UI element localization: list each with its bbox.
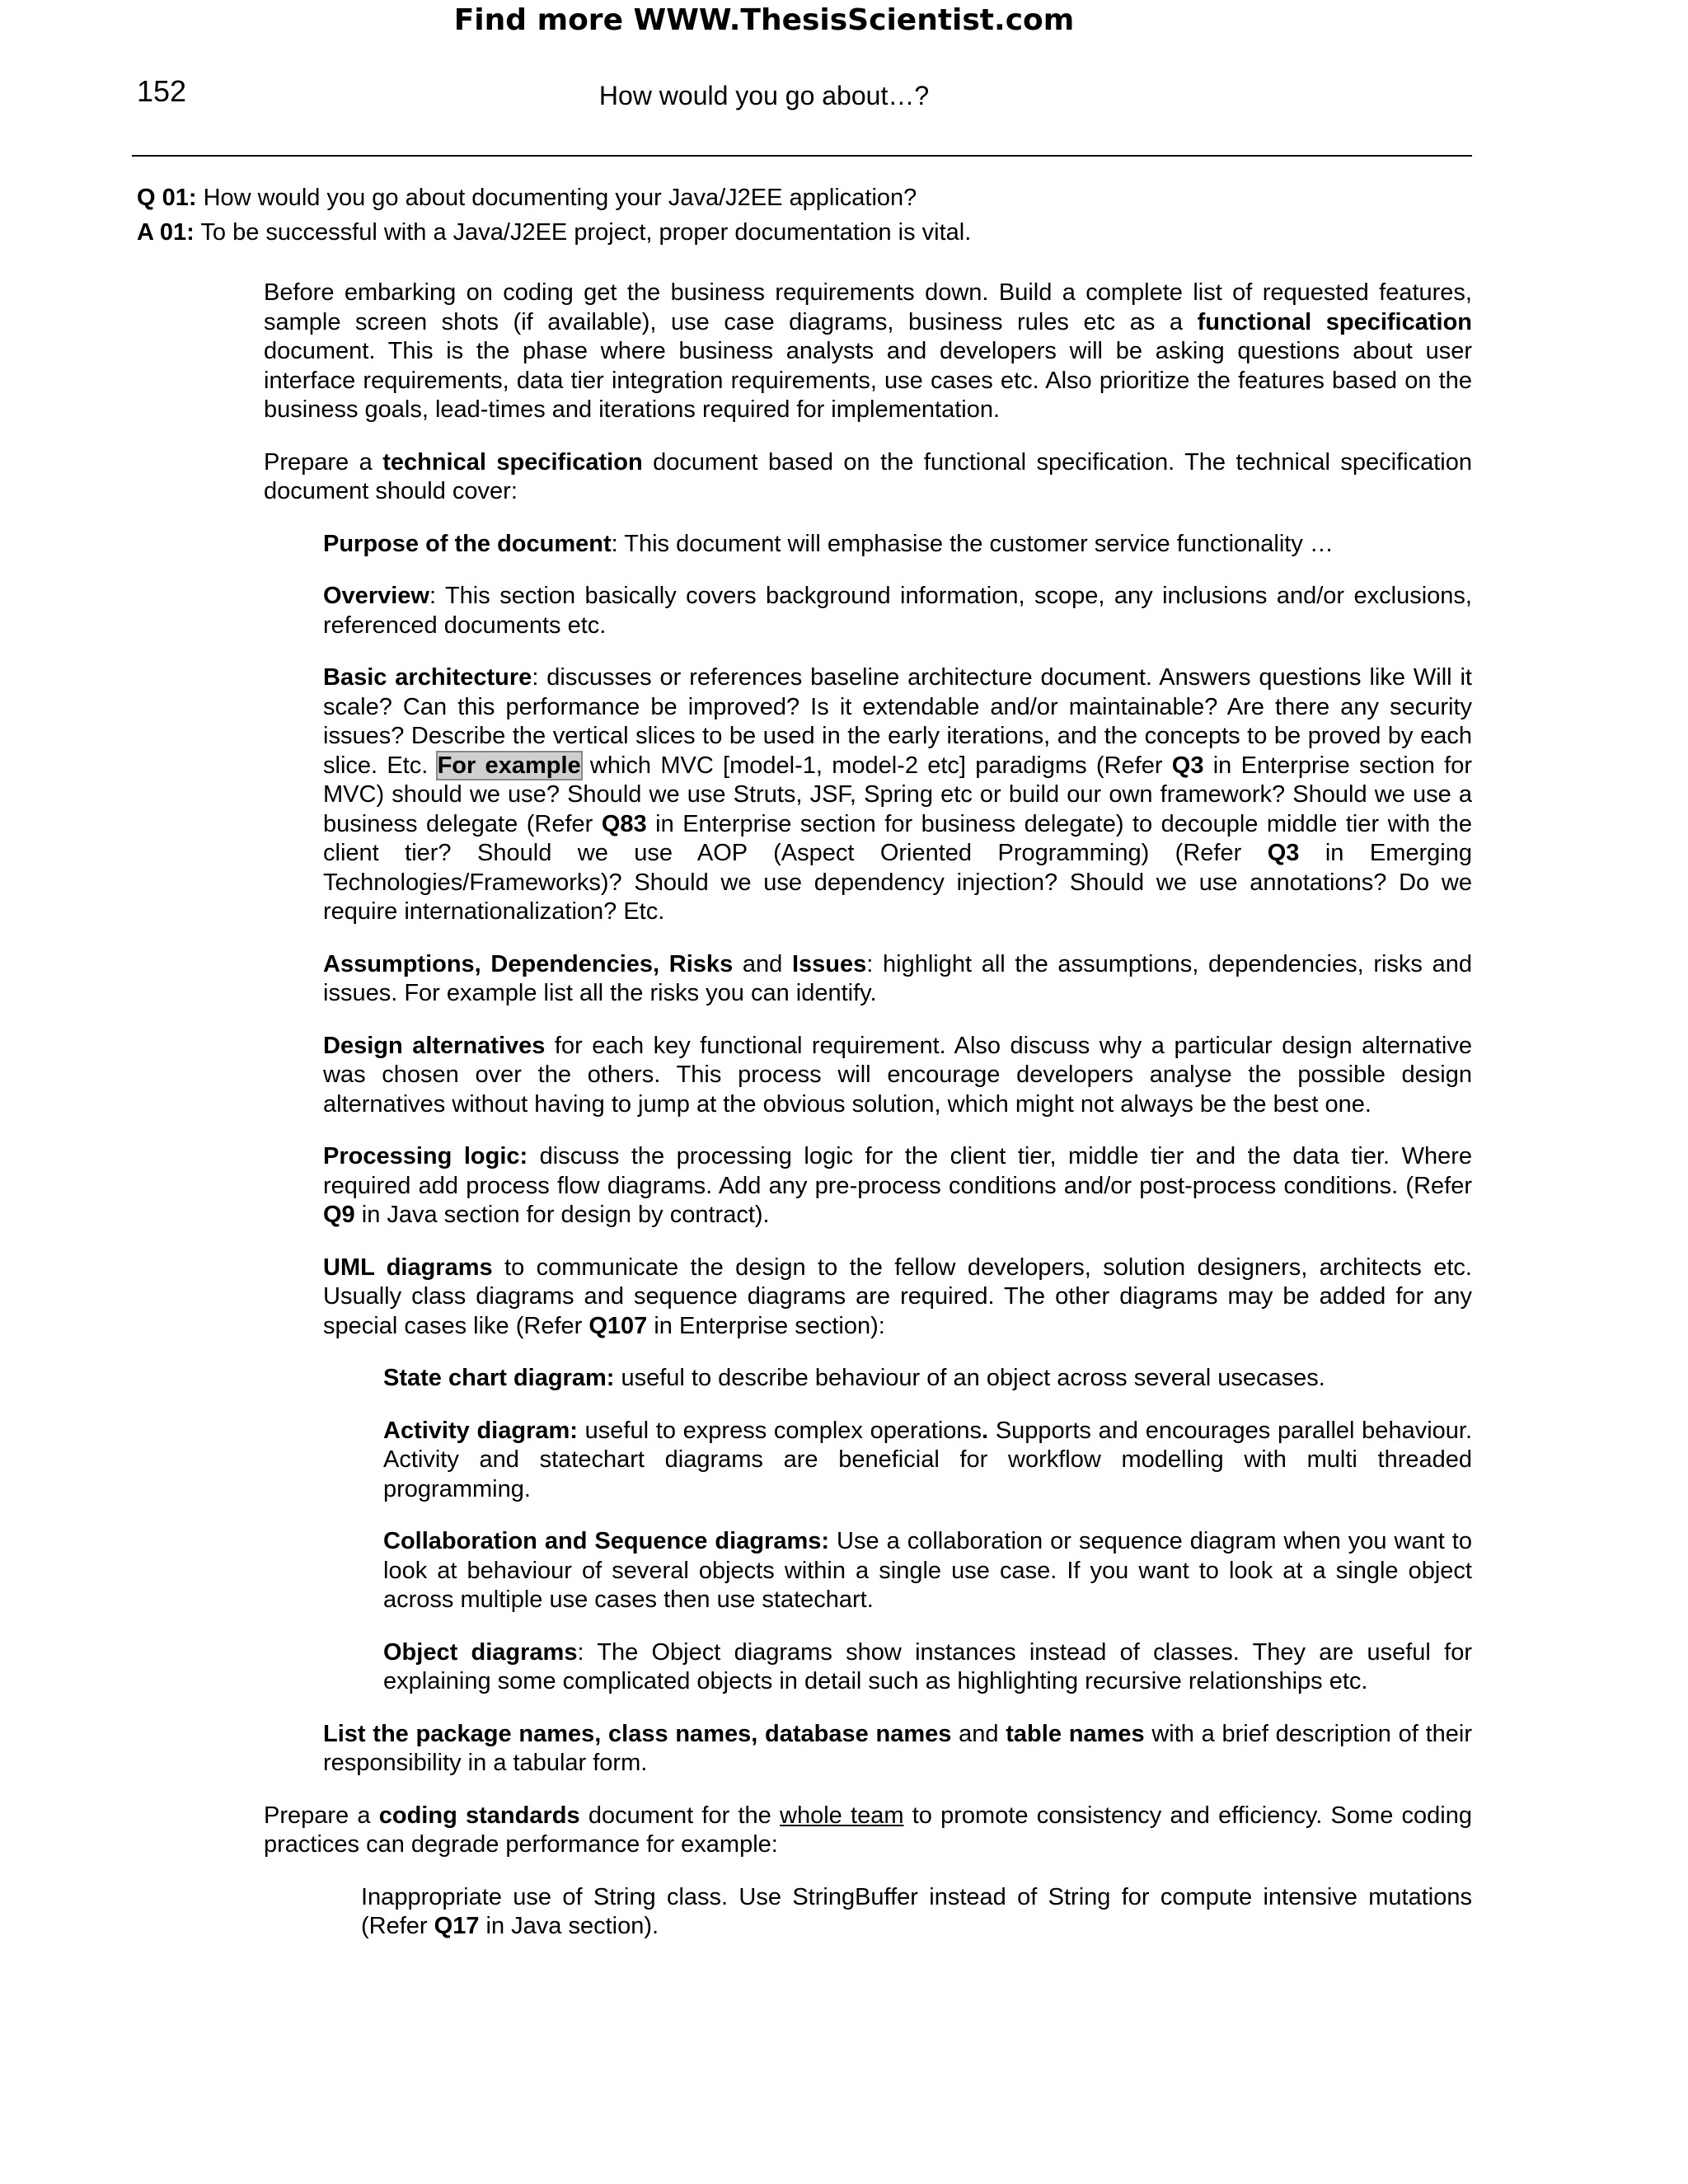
text-run: Use a collaboration or sequence diagram when you want to look at behaviour of several objects within a single use case. If you want to look at a single object across multiple use cases then use statechart. [383, 1528, 1472, 1613]
object-diagram-item [383, 1638, 1472, 1697]
bold-period: . [982, 1417, 989, 1444]
bold-term: Processing logic: [323, 1143, 528, 1169]
basic-architecture-item [323, 663, 1472, 927]
text-run: : This section basically covers background information, scope, any inclusions and/or exclusions, referenced documents etc. [323, 583, 1472, 639]
text-run: Supports and encourages parallel behaviour. Activity and statechart diagrams are beneficial for workflow modelling with multi threaded programming. [383, 1417, 1473, 1502]
bold-term: Issues [791, 950, 867, 977]
text-run: : The Object diagrams show instances instead of classes. They are useful for explaining some complicated objects in detail such as highlighting recursive relationships etc. [383, 1638, 1472, 1694]
header-rule [132, 155, 1472, 157]
activity-diagram-item [383, 1417, 1472, 1505]
answer-line [137, 219, 971, 246]
processing-logic-item [323, 1142, 1472, 1230]
highlighted-term: For example [437, 752, 581, 779]
uml-diagrams-item [323, 1254, 1472, 1342]
watermark-banner: Find more WWW.ThesisScientist.com [453, 3, 1075, 37]
bold-term: technical specification [382, 448, 643, 476]
text-run: and [733, 950, 792, 977]
bold-term: coding standards [378, 1802, 580, 1829]
state-chart-item [383, 1364, 1472, 1394]
collaboration-diagram-item [383, 1527, 1472, 1615]
text-run: Prepare a [264, 1802, 379, 1829]
package-list-item [323, 1720, 1472, 1779]
question-ref: Q83 [601, 810, 647, 837]
bold-term: Design alternatives [323, 1032, 546, 1059]
design-alternatives-item [323, 1032, 1472, 1120]
text-run: to communicate the design to the fellow developers, solution designers, architects etc. Usually class diagrams and sequence diagrams are required. The other diagrams may be added for any special cases like (Refer [323, 1254, 1472, 1339]
functional-spec-paragraph [264, 279, 1472, 425]
answer-body [0, 279, 1688, 1965]
page-number: 152 [137, 74, 187, 108]
question-line [137, 185, 917, 212]
answer-text: To be successful with a Java/J2EE project, proper documentation is vital. [200, 219, 972, 246]
text-run: in Java section). [479, 1913, 659, 1939]
bold-term: List the package names, class names, database names [323, 1720, 952, 1747]
text-run: for each key functional requirement. Also discuss why a particular design alternative was chosen over the others. This process will encourage developers analyse the possible design alternatives without having to jump at the obvious solution, which might not always be the best one. [323, 1032, 1472, 1118]
text-run: document for the [579, 1802, 781, 1829]
bold-term: State chart diagram: [383, 1365, 615, 1391]
bold-term: Basic architecture [323, 664, 532, 691]
question-ref: Q17 [434, 1913, 480, 1939]
answer-label: A 01: [137, 219, 195, 246]
text-run: in Emerging Technologies/Frameworks)? Should we use dependency injection? Should we use annotations? Do we require internationalization? Etc. [323, 840, 1472, 925]
coding-standards-paragraph [264, 1802, 1472, 1860]
text-run: : highlight all the assumptions, dependencies, risks and issues. For example list all the risks you can identify. [323, 950, 1473, 1006]
string-usage-item [361, 1883, 1472, 1942]
question-ref: Q9 [323, 1202, 355, 1228]
technical-spec-paragraph [264, 448, 1472, 507]
text-run: : This document will emphasise the customer service functionality … [611, 530, 1334, 557]
question-text: How would you go about documenting your Java/J2EE application? [203, 185, 917, 211]
text-run: with a brief description of their responsibility in a tabular form. [323, 1720, 1472, 1776]
bold-term: functional specification [1197, 308, 1473, 335]
question-ref: Q3 [1171, 752, 1204, 779]
text-run: in Java section for design by contract). [354, 1202, 770, 1228]
running-title: How would you go about…? [598, 81, 930, 110]
bold-term: table names [1006, 1720, 1145, 1747]
assumptions-item [323, 950, 1472, 1009]
text-run: document based on the functional specification. The technical specification document should cover: [264, 448, 1472, 504]
overview-item [323, 582, 1472, 640]
purpose-item [323, 530, 1472, 560]
text-run: Before embarking on coding get the business requirements down. Build a complete list of requested features, sample screen shots (if available), use case diagrams, business rules etc as a [264, 279, 1472, 335]
text-run: useful to express complex operations [577, 1417, 982, 1444]
text-run: to promote consistency and efficiency. Some coding practices can degrade performance for example: [264, 1802, 1472, 1858]
text-run: : discusses or references baseline architecture document. Answers questions like Will it scale? Can this performance be improved? Is it extendable and/or maintainable? Are there any security issues? Describe the vertical slices to be used in the early iterations, and the concepts to be proved by each slice. Etc. [323, 664, 1472, 779]
text-run: document. This is the phase where business analysts and developers will be asking questions about user interface requirements, data tier integration requirements, use cases etc. Also prioritize the features based on the business goals, lead-times and iterations required for implementation. [264, 338, 1472, 423]
bold-term: Collaboration and Sequence diagrams: [383, 1528, 830, 1554]
text-run: in Enterprise section for MVC) should we use? Should we use Struts, JSF, Spring etc or build our own framework? Should we use a business delegate (Refer [323, 752, 1473, 837]
question-ref: Q3 [1267, 840, 1300, 866]
bold-term: Activity diagram: [383, 1417, 578, 1444]
text-run: Inappropriate use of String class. Use StringBuffer instead of String for compute intensive mutations (Refer [361, 1883, 1472, 1939]
text-run: in Enterprise section for business delegate) to decouple middle tier with the client tier? Should we use AOP (Aspect Oriented Programming) (Refer [323, 810, 1472, 866]
question-label: Q 01: [137, 185, 197, 211]
text-run: useful to describe behaviour of an object across several usecases. [614, 1365, 1325, 1391]
question-ref: Q107 [588, 1312, 648, 1339]
bold-term: Purpose of the document [323, 530, 612, 557]
text-run: discuss the processing logic for the client tier, middle tier and the data tier. Where required add process flow diagrams. Add any pre-process conditions and/or post-process conditions. (Refer [323, 1143, 1472, 1199]
bold-term: UML diagrams [323, 1254, 493, 1281]
text-run: in Enterprise section): [647, 1312, 885, 1339]
underlined-term: whole team [780, 1802, 904, 1829]
text-run: which MVC [model-1, model-2 etc] paradigms (Refer [580, 752, 1172, 779]
text-run: Prepare a [264, 448, 383, 476]
text-run: and [951, 1720, 1006, 1747]
bold-term: Object diagrams [383, 1638, 578, 1666]
bold-term: Overview [323, 583, 429, 609]
bold-term: Assumptions, Dependencies, Risks [323, 950, 734, 977]
